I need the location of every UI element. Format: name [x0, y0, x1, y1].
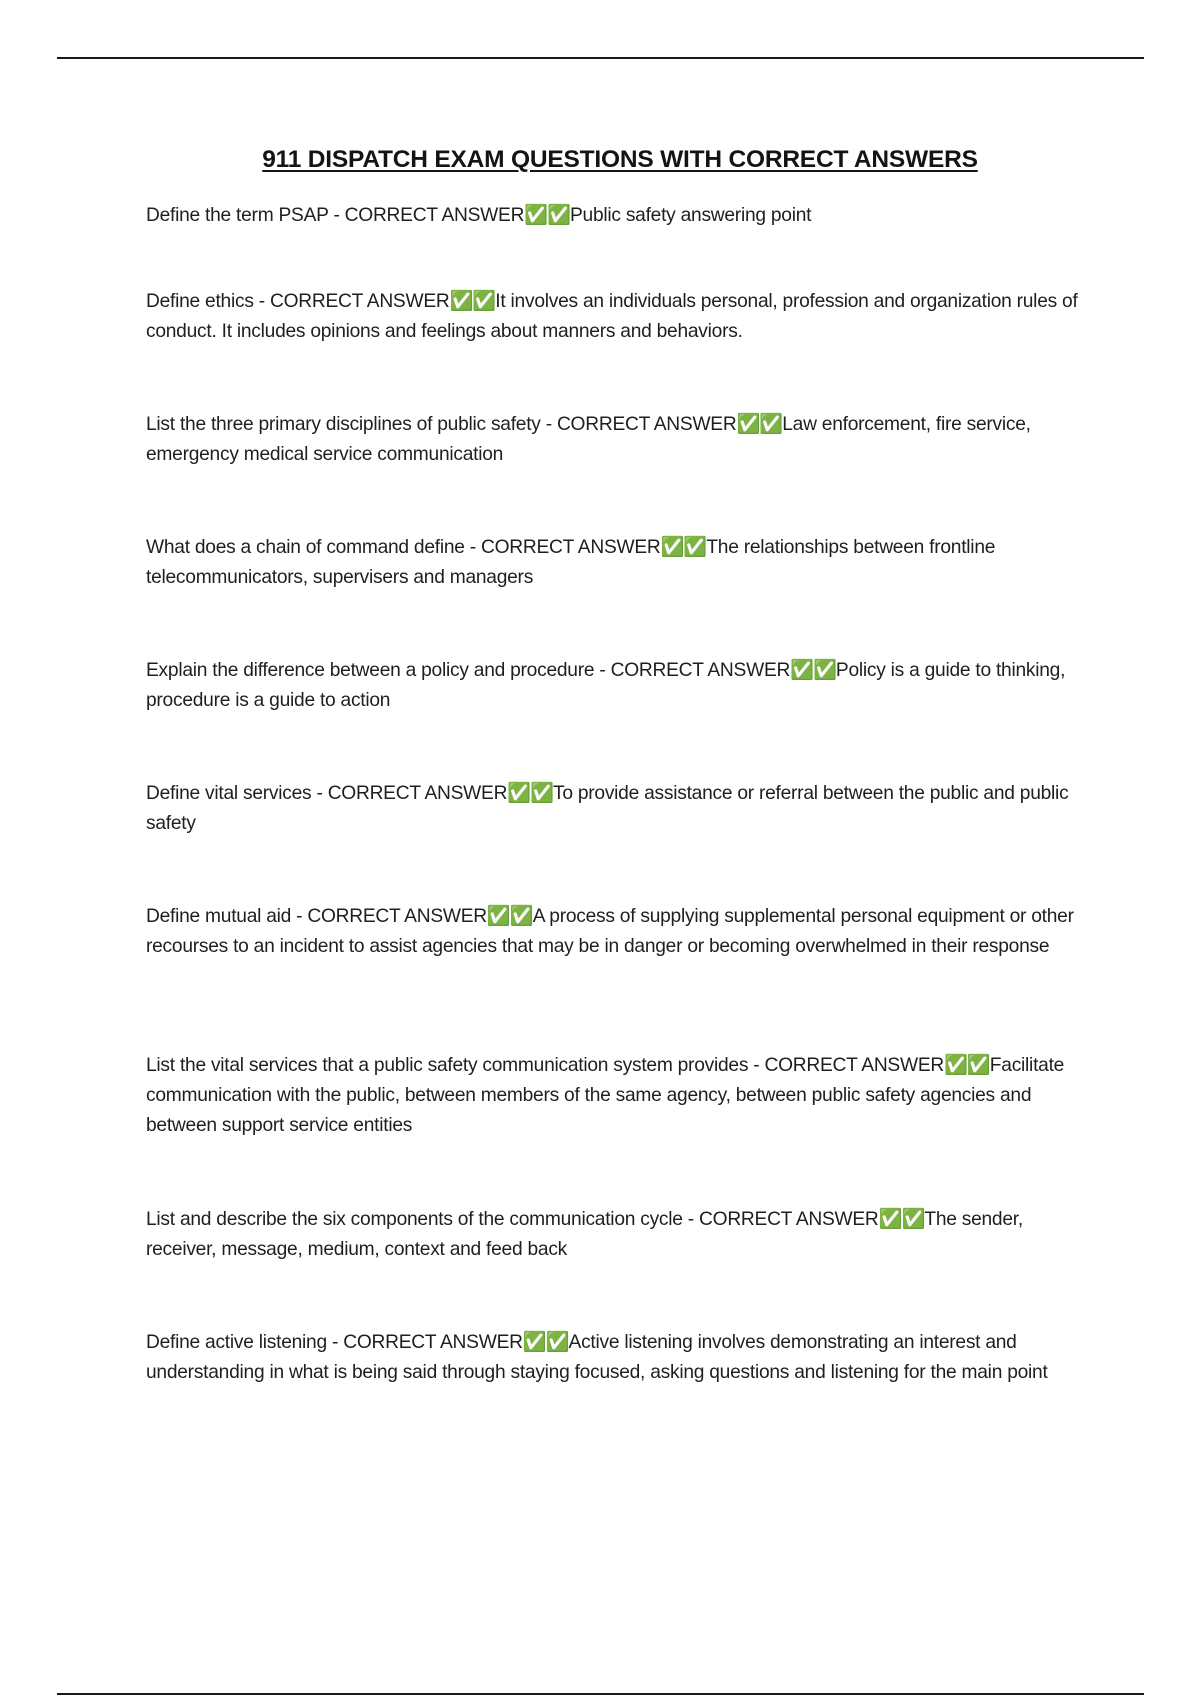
answer-label: CORRECT ANSWER	[764, 1055, 944, 1076]
separator: -	[328, 205, 345, 226]
separator: -	[253, 291, 270, 312]
qa-item	[146, 1328, 1096, 1388]
answer-label: CORRECT ANSWER	[481, 537, 661, 558]
check-mark-icon: ✅✅	[878, 1209, 925, 1230]
qa-item	[146, 287, 1096, 347]
check-mark-icon: ✅✅	[507, 783, 553, 804]
answer-text: To provide assistance or referral between the public and public safety	[146, 783, 1069, 834]
check-mark-icon: ✅✅	[736, 414, 783, 435]
separator: -	[594, 660, 611, 681]
answer-label: CORRECT ANSWER	[327, 783, 508, 804]
question-text: Define active listening	[146, 1332, 327, 1353]
separator: -	[326, 1332, 344, 1353]
question-text: List the vital services that a public safety communication system provides	[146, 1055, 749, 1076]
question-text: List and describe the six components of the communication cycle	[146, 1209, 683, 1230]
qa-item	[146, 779, 1096, 839]
answer-text: Public safety answering point	[569, 205, 812, 226]
top-rule	[57, 57, 1144, 59]
qa-item	[146, 201, 1096, 231]
check-mark-icon: ✅✅	[790, 660, 836, 681]
answer-label: CORRECT ANSWER	[307, 906, 487, 927]
separator: -	[540, 414, 557, 435]
answer-text: Facilitate communication with the public, between members of the same agency, between public safety agencies and between support service entities	[146, 1055, 1065, 1136]
bottom-rule	[57, 1693, 1144, 1695]
answer-text: Policy is a guide to thinking, procedure is a guide to action	[146, 660, 1066, 711]
answer-text: Active listening involves demonstrating an interest and understanding in what is being said through staying focused, asking questions and listening for the main point	[146, 1332, 1048, 1383]
separator: -	[291, 906, 308, 927]
check-mark-icon: ✅✅	[944, 1055, 990, 1076]
answer-label: CORRECT ANSWER	[556, 414, 737, 435]
question-text: Define vital services	[146, 783, 312, 804]
qa-item	[146, 533, 1096, 593]
check-mark-icon: ✅✅	[486, 906, 533, 927]
answer-label: CORRECT ANSWER	[269, 291, 450, 312]
answer-text: The relationships between frontline telecommunicators, supervisers and managers	[146, 537, 996, 588]
question-text: Define ethics	[146, 291, 254, 312]
check-mark-icon: ✅✅	[524, 205, 570, 226]
answer-text: Law enforcement, fire service, emergency medical service communication	[146, 414, 1031, 465]
check-mark-icon: ✅✅	[660, 537, 707, 558]
answer-text: It involves an individuals personal, profession and organization rules of conduct. It includes opinions and feelings about manners and behaviors.	[146, 291, 1078, 342]
question-text: Explain the difference between a policy and procedure	[146, 660, 595, 681]
qa-item	[146, 656, 1096, 716]
check-mark-icon: ✅✅	[449, 291, 496, 312]
question-text: Define mutual aid	[146, 906, 292, 927]
answer-label: CORRECT ANSWER	[344, 205, 525, 226]
answer-label: CORRECT ANSWER	[343, 1332, 523, 1353]
answer-label: CORRECT ANSWER	[699, 1209, 879, 1230]
qa-item	[146, 902, 1096, 962]
question-text: What does a chain of command define	[146, 537, 465, 558]
page-title: 911 DISPATCH EXAM QUESTIONS WITH CORRECT ANSWERS	[262, 146, 978, 173]
qa-item	[146, 410, 1096, 470]
question-text: List the three primary disciplines of public safety	[146, 414, 541, 435]
answer-label: CORRECT ANSWER	[610, 660, 791, 681]
qa-item	[146, 1051, 1096, 1141]
separator: -	[464, 537, 482, 558]
separator: -	[311, 783, 328, 804]
separator: -	[748, 1055, 765, 1076]
separator: -	[682, 1209, 700, 1230]
qa-item	[146, 1205, 1096, 1265]
answer-text: A process of supplying supplemental personal equipment or other recourses to an incident to assist agencies that may be in danger or becoming overwhelmed in their response	[146, 906, 1074, 957]
question-text: Define the term PSAP	[146, 205, 329, 226]
check-mark-icon: ✅✅	[522, 1332, 569, 1353]
answer-text: The sender, receiver, message, medium, context and feed back	[146, 1209, 1023, 1260]
